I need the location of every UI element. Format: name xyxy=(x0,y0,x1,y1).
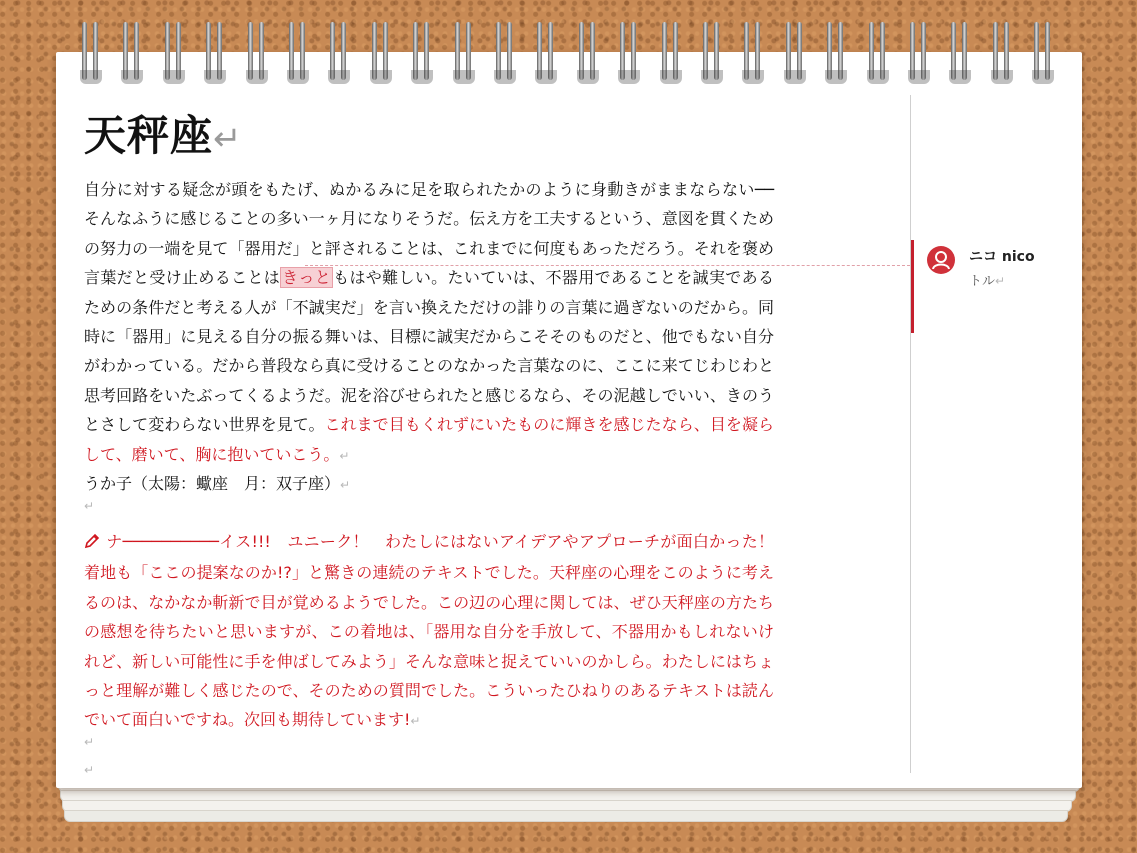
paragraph-mark-icon: ↵ xyxy=(995,274,1006,288)
pencil-icon xyxy=(84,529,100,558)
binding-ring xyxy=(80,18,102,84)
binding-ring xyxy=(991,18,1013,84)
body-paragraph[interactable] xyxy=(84,175,774,471)
paragraph-mark-icon: ↵ xyxy=(340,478,351,492)
binding-ring xyxy=(494,18,516,84)
binding-ring xyxy=(535,18,557,84)
binding-ring xyxy=(908,18,930,84)
binding-ring xyxy=(163,18,185,84)
comment-author: ニコ nico xyxy=(969,249,1035,265)
binding-ring xyxy=(577,18,599,84)
body-text-red: これまで目もくれずにいたものに輝きを感じたなら、目を凝らして、磨いて、胸に抱いていこう。 xyxy=(84,415,774,464)
binding-ring xyxy=(660,18,682,84)
binding-ring xyxy=(328,18,350,84)
binding-ring xyxy=(949,18,971,84)
binding-ring xyxy=(204,18,226,84)
user-icon xyxy=(927,246,955,274)
empty-paragraph-mark-icon: ↵ xyxy=(84,763,95,777)
empty-paragraph-mark-icon: ↵ xyxy=(84,499,95,513)
paragraph-mark-icon: ↵ xyxy=(213,119,243,159)
page-title: 天秤座↵ xyxy=(84,111,243,160)
binding-ring xyxy=(784,18,806,84)
spiral-binding xyxy=(80,18,1060,88)
binding-ring xyxy=(453,18,475,84)
binding-ring xyxy=(370,18,392,84)
document-canvas xyxy=(58,95,911,775)
binding-ring xyxy=(618,18,640,84)
binding-ring xyxy=(701,18,723,84)
comment-anchor-line xyxy=(305,265,910,266)
binding-ring xyxy=(742,18,764,84)
comment-text[interactable]: トル↵ xyxy=(969,274,1006,289)
signature-line[interactable]: うか子（太陽：蠍座 月：双子座）↵ xyxy=(84,474,351,493)
body-text-end: もはや難しい。たいていは、不器用であることを誠実であるための条件だと考える人が「不誠実だ」を言い換えただけの誹りの言葉に過ぎないのだから。同時に「器用」に見える自分の振る舞いは、目標に誠実だからこそそのものだと、他でもない自分がわかっている。だから普段なら真に受けることのなかった言葉なのに、ここに来てじわじわと思考回路をいたぶってくるようだ。泥を浴びせられたと感じるなら、その泥越しでいい、きのうとさして変わらない世界を見て。 xyxy=(84,268,774,435)
paragraph-mark-icon: ↵ xyxy=(410,714,421,729)
binding-ring xyxy=(287,18,309,84)
binding-ring xyxy=(411,18,433,84)
feedback-paragraph[interactable]: ナ──────────イス!!! ユニーク！ わたしにはないアイデアやアプローチが面白かった！ 着地も「ここの提案なのか!?」と驚きの連続のテキストでした。天秤座の心理をこのように考えるのは、なかなか斬新で目が覚めるようでした。この辺の心理に関しては、ぜひ天秤座の方たちの感想を待ちたいと思いますが、この着地は、「器用な自分を手放して、不器用かもしれないけれど、新しい可能性に手を伸ばしてみよう」そんな意味と捉えていいのかしら。わたしにはちょっと理解が難しく感じたので、そのための質問でした。こういったひねりのあるテキストは読んでいて面白いですね。次回も期待しています!↵ xyxy=(84,527,774,737)
binding-ring xyxy=(246,18,268,84)
binding-ring xyxy=(867,18,889,84)
binding-ring xyxy=(825,18,847,84)
body-text-start: 自分に対する疑念が頭をもたげ、ぬかるみに足を取られたかのように身動きがままならない──そんなふうに感じることの多い一ヶ月になりそうだ。伝え方を工夫するという、意図を貫くための努力の一端を見て「器用だ」と評されることは、これまでに何度もあっただろう。それを褒め言葉だと受け止めることは xyxy=(84,180,774,288)
paragraph-mark-icon: ↵ xyxy=(339,448,350,463)
binding-ring xyxy=(121,18,143,84)
comment-card[interactable] xyxy=(911,240,1064,333)
comment-pane-divider xyxy=(910,95,911,773)
empty-paragraph-mark-icon: ↵ xyxy=(84,735,95,749)
commented-word-highlight[interactable]: きっと xyxy=(282,268,332,288)
binding-ring xyxy=(1032,18,1054,84)
